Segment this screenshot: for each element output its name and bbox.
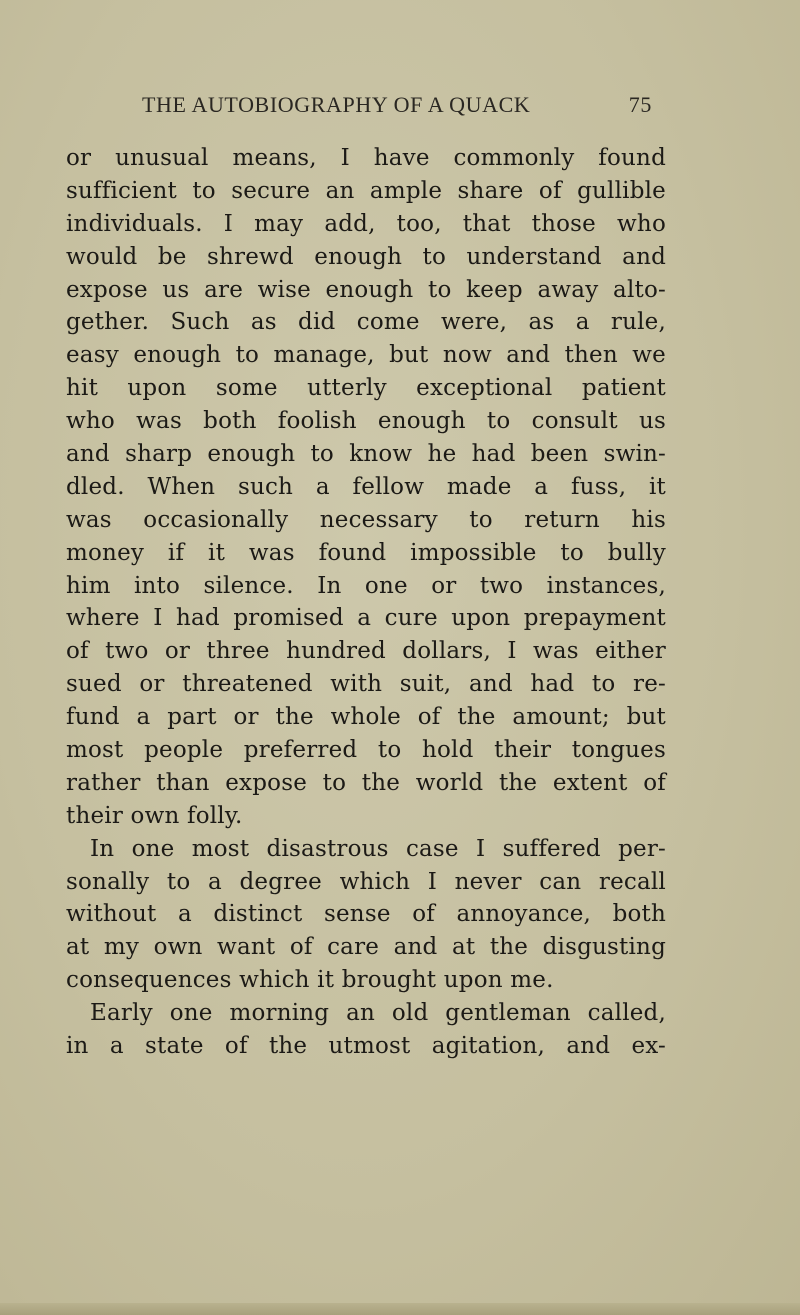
text-line: consequences which it brought upon me.: [66, 967, 554, 994]
body-text: [66, 142, 666, 1063]
text-line: where I had promised a cure upon prepayment: [66, 605, 666, 632]
text-line: hit upon some utterly exceptional patient: [66, 375, 666, 402]
running-head-title: THE AUTOBIOGRAPHY OF A QUACK: [142, 92, 531, 117]
text-line: sued or threatened with suit, and had to re-: [66, 671, 666, 698]
text-line: or unusual means, I have commonly found: [66, 145, 666, 171]
text-line: sufficient to secure an ample share of gullible: [66, 177, 666, 204]
text-line: expose us are wise enough to keep away alto-: [66, 276, 666, 303]
page-bottom-edge: [0, 1303, 800, 1315]
text-line: dled. When such a fellow made a fuss, it: [66, 473, 666, 500]
text-line: at my own want of care and at the disgusting: [66, 934, 666, 961]
text-line: him into silence. In one or two instances,: [66, 572, 666, 599]
text-line: their own folly.: [66, 802, 243, 829]
text-line: would be shrewd enough to understand and: [66, 243, 666, 270]
text-line: most people preferred to hold their tongues: [66, 737, 666, 764]
text-line: in a state of the utmost agitation, and ex-: [66, 1033, 666, 1060]
text-line: of two or three hundred dollars, I was either: [66, 638, 666, 665]
text-line: was occasionally necessary to return his: [66, 506, 666, 533]
text-line: gether. Such as did come were, as a rule,: [66, 309, 666, 336]
text-line: who was both foolish enough to consult us: [66, 408, 666, 435]
text-line: In one most disastrous case I suffered per-: [90, 835, 666, 862]
text-line: and sharp enough to know he had been swin-: [66, 441, 666, 468]
text-line: easy enough to manage, but now and then we: [66, 342, 666, 369]
text-line: Early one morning an old gentleman called,: [90, 1000, 666, 1027]
text-line: fund a part or the whole of the amount; but: [66, 704, 666, 731]
text-line: without a distinct sense of annoyance, both: [66, 901, 666, 928]
text-line: individuals. I may add, too, that those who: [66, 210, 666, 237]
running-head: [92, 92, 652, 118]
text-line: money if it was found impossible to bully: [66, 539, 666, 566]
text-line: rather than expose to the world the extent of: [66, 769, 666, 796]
page-number: 75: [628, 92, 652, 117]
text-line: sonally to a degree which I never can recall: [66, 868, 666, 895]
